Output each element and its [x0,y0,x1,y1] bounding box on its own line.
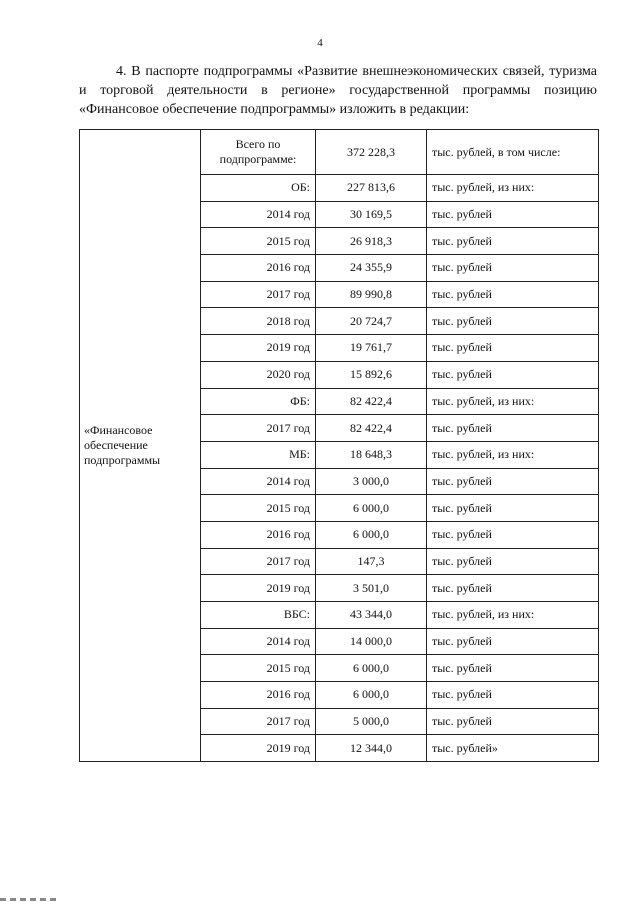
section-label: «Финансовое обеспечение подпрограммы [80,130,201,762]
row-unit: тыс. рублей [427,655,599,682]
row-label: 2015 год [201,655,316,682]
row-value: 3 501,0 [316,575,427,602]
row-label: 2016 год [201,521,316,548]
row-value: 43 344,0 [316,602,427,629]
row-label: 2016 год [201,682,316,709]
row-label: 2019 год [201,735,316,762]
row-value: 3 000,0 [316,468,427,495]
row-value: 24 355,9 [316,255,427,282]
row-unit: тыс. рублей [427,495,599,522]
row-value: 372 228,3 [316,130,427,175]
row-unit: тыс. рублей [427,415,599,442]
row-unit: тыс. рублей, из них: [427,441,599,468]
row-label: 2019 год [201,575,316,602]
row-unit: тыс. рублей [427,228,599,255]
row-unit: тыс. рублей [427,628,599,655]
row-label: 2020 год [201,361,316,388]
row-unit: тыс. рублей [427,468,599,495]
row-label: 2018 год [201,308,316,335]
page-number: 4 [317,37,323,49]
financing-table-body [80,130,599,762]
row-unit: тыс. рублей [427,335,599,362]
row-label: 2015 год [201,228,316,255]
row-value: 6 000,0 [316,655,427,682]
row-unit: тыс. рублей [427,682,599,709]
row-value: 14 000,0 [316,628,427,655]
row-unit: тыс. рублей, в том числе: [427,130,599,175]
row-value: 5 000,0 [316,708,427,735]
row-unit: тыс. рублей [427,255,599,282]
row-unit: тыс. рублей, из них: [427,175,599,202]
row-unit: тыс. рублей [427,201,599,228]
row-unit: тыс. рублей [427,708,599,735]
row-value: 82 422,4 [316,388,427,415]
row-unit: тыс. рублей [427,361,599,388]
row-unit: тыс. рублей [427,521,599,548]
financing-table [79,129,599,762]
row-value: 20 724,7 [316,308,427,335]
row-value: 227 813,6 [316,175,427,202]
row-label: 2014 год [201,201,316,228]
row-unit: тыс. рублей [427,281,599,308]
row-unit: тыс. рублей, из них: [427,388,599,415]
row-unit: тыс. рублей [427,575,599,602]
row-unit: тыс. рублей» [427,735,599,762]
row-unit: тыс. рублей, из них: [427,602,599,629]
intro-paragraph [79,62,597,119]
row-label: 2017 год [201,548,316,575]
row-label: Всего по подпрограмме: [201,130,316,175]
row-value: 82 422,4 [316,415,427,442]
row-label: 2015 год [201,495,316,522]
table-row [80,130,599,175]
row-value: 18 648,3 [316,441,427,468]
row-label: ФБ: [201,388,316,415]
row-value: 6 000,0 [316,521,427,548]
intro-text: 4. В паспорте подпрограммы «Развитие внешнеэкономических связей, туризма и торговой деятельности в регионе» государственной программы позицию «Финансовое обеспечение подпрограммы» изложить в редакции: [79,64,597,117]
row-label: 2017 год [201,281,316,308]
row-label: ОБ: [201,175,316,202]
row-value: 19 761,7 [316,335,427,362]
scan-artifact [0,898,60,901]
row-label: 2019 год [201,335,316,362]
row-label: ВБС: [201,602,316,629]
row-value: 15 892,6 [316,361,427,388]
row-value: 30 169,5 [316,201,427,228]
row-label: 2014 год [201,468,316,495]
row-label: 2016 год [201,255,316,282]
row-value: 147,3 [316,548,427,575]
row-value: 12 344,0 [316,735,427,762]
row-value: 89 990,8 [316,281,427,308]
row-value: 6 000,0 [316,495,427,522]
row-label: 2017 год [201,415,316,442]
row-value: 6 000,0 [316,682,427,709]
row-value: 26 918,3 [316,228,427,255]
row-label: 2014 год [201,628,316,655]
row-unit: тыс. рублей [427,548,599,575]
row-label: МБ: [201,441,316,468]
row-label: 2017 год [201,708,316,735]
row-unit: тыс. рублей [427,308,599,335]
